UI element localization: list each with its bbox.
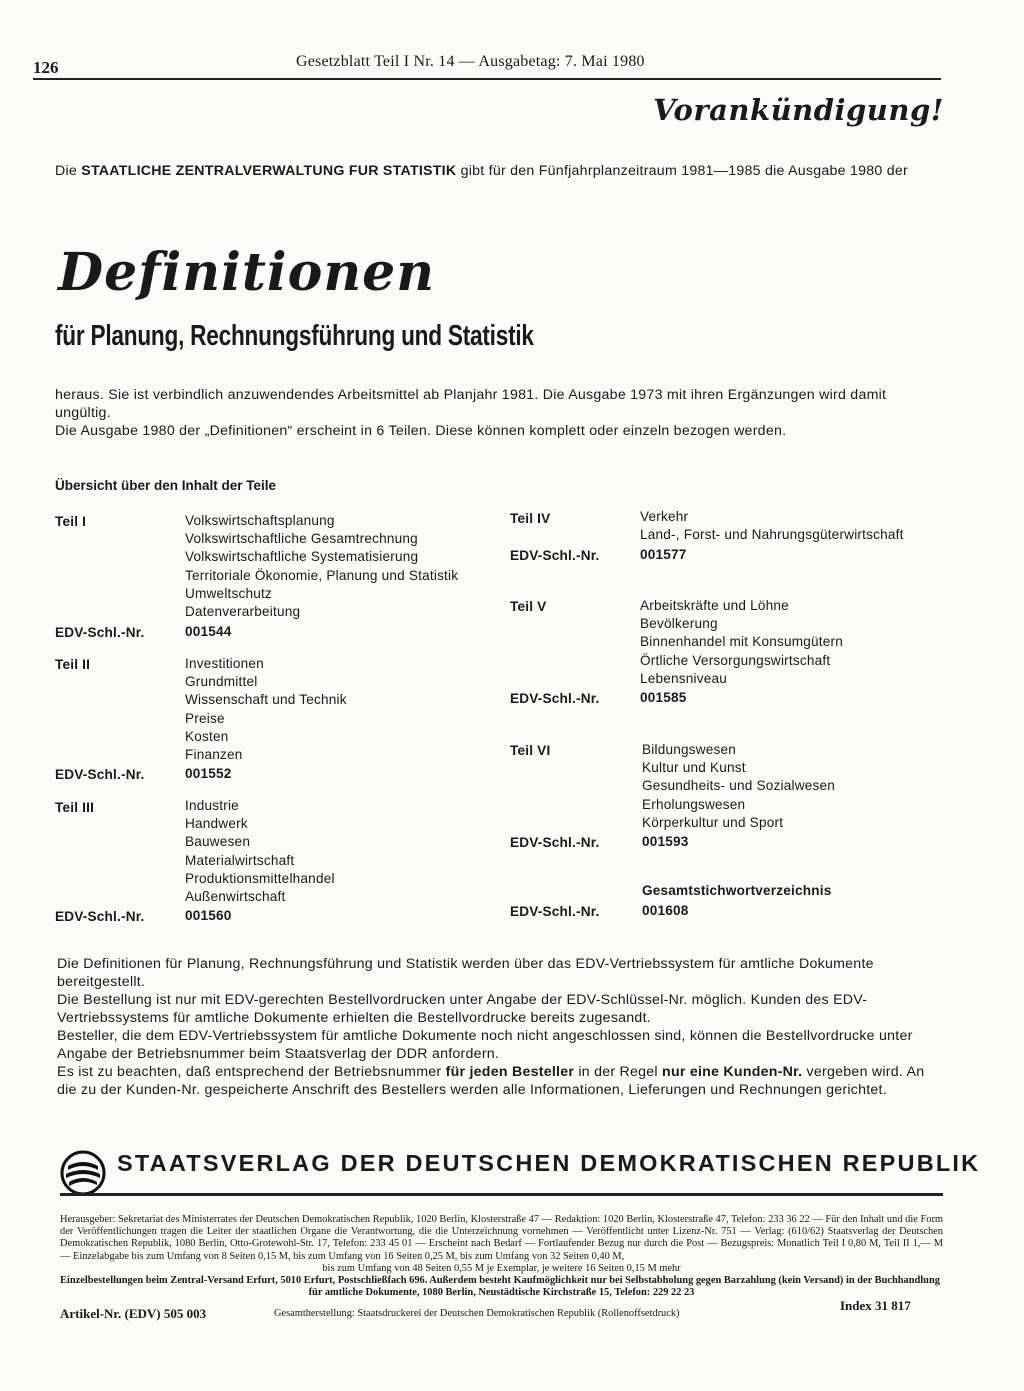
announcement-heading: Vorankündigung! [653,93,944,127]
heraus-paragraph [55,386,941,440]
part-items [642,741,835,832]
part-label: Teil II [55,657,91,672]
part-item: Gesundheits- und Sozialwesen [642,778,836,794]
part-item: Land-, Forst- und Nahrungsgüterwirtschaft [640,527,904,543]
gazette-header: Gesetzblatt Teil I Nr. 14 — Ausgabetag: 7. Mai 1980 [296,53,645,70]
part-item: Datenverarbeitung [185,604,301,620]
intro-before: Die [55,163,82,179]
part-item: Kultur und Kunst [642,760,746,776]
edv-label: EDV-Schl.-Nr. [55,767,145,782]
imprint-text: bis zum Umfang von 48 Seiten 0,55 M je Exemplar, je weitere 16 Seiten 0,15 M mehr [322,1262,681,1274]
edv-label: EDV-Schl.-Nr. [510,691,600,706]
edv-code: 001608 [642,903,689,918]
part-item: Industrie [185,798,239,813]
intro-org: STAATLICHE ZENTRALVERWALTUNG FUR STATISTIK [81,163,457,179]
edv-label: EDV-Schl.-Nr. [55,909,145,924]
ordering-paragraph [57,1063,941,1099]
part-item: Volkswirtschaftliche Gesamtrechnung [185,531,418,547]
part-item: Volkswirtschaftliche Systematisierung [185,549,419,565]
printer-credit: Gesamtherstellung: Staatsdruckerei der Deutschen Demokratischen Republik (Rollenoffsetdruck) [274,1308,680,1319]
edv-code: 001544 [185,624,232,639]
edv-code: 001577 [640,547,687,562]
imprint-text: Herausgeber: Sekretariat des Ministerrates der Deutschen Demokratischen Republik, 1020 Berlin, Klosterstraße 47 — Redaktion: 1020 Berlin, Klosterstraße 47, Telefon: 233 36 22 — Für den Inhalt und die Form der Veröffentlichungen tragen die Leiter der staatlichen Organe die Verantwortung, die die Unterzeichnung vornehmen — Veröffentlicht unter Lizenz-Nr. 751 — Verlag: (610/62) Staatsverlag der Deutschen Demokratischen Republik, 1080 Berlin, Otto-Grotewohl-Str. 17, Telefon: 233 45 01 — Erscheint nach Bedarf — Fortlaufender Bezug nur durch die Post — Bezugspreis: Monatlich Teil I 0,80 M, Teil II 1,— M — Einzelabgabe bis zum Umfang von 8 Seiten 0,15 M, bis zum Umfang von 16 Seiten 0,25 M, bis zum Umfang von 32 Seiten 0,40 M, [60,1214,943,1262]
part-item: Wissenschaft und Technik [185,692,347,708]
publisher-rule [60,1193,943,1196]
part-label: Teil VI [510,743,551,758]
article-number: Artikel-Nr. (EDV) 505 003 [60,1306,207,1321]
header-rule [33,78,941,80]
text-run: vergeben wird. An die zu der Kunden-Nr. gespeicherte Anschrift des Bestellers werden alle Informationen, Lieferungen und Rechnungen gerichtet. [57,1064,925,1098]
text-run: Es ist zu beachten, daß entsprechend der Betriebsnummer [57,1064,446,1080]
ordering-paragraph: Besteller, die dem EDV-Vertriebssystem für amtliche Dokumente noch nicht angeschlossen sind, können die Bestellvordrucke unter Angabe der Betriebsnummer beim Staatsverlag der DDR anfordern. [57,1028,913,1062]
part-item: Kosten [185,728,229,744]
imprint [60,1214,943,1299]
part-item: Grundmittel [185,674,258,690]
part-item: Bildungswesen [642,742,737,757]
edv-label: EDV-Schl.-Nr. [510,904,600,919]
part-label: Teil IV [510,511,551,526]
imprint-text: Einzelbestellungen beim Zentral-Versand Erfurt, 5010 Erfurt, Postschließfach 696. Außerdem besteht Kaufmöglichkeit nur bei Selbstabholung gegen Barzahlung (kein Versand) in der Buchhandlung [60,1275,940,1287]
ordering-info [57,955,941,1099]
text-run: in der Regel [574,1064,663,1080]
publisher-name: STAATSVERLAG DER DEUTSCHEN DEMOKRATISCHEN REPUBLIK [117,1150,981,1176]
part-label: Teil I [55,514,87,529]
text-run-bold: für jeden Besteller [445,1064,575,1080]
parts-text: Die Ausgabe 1980 der „Definitionen“ erscheint in 6 Teilen. Diese können komplett oder einzeln bezogen werden. [55,423,787,439]
part-item: Investitionen [185,656,264,671]
edv-code: 001593 [642,834,689,849]
part-item: Territoriale Ökonomie, Planung und Statistik [185,567,459,583]
edv-code: 001585 [640,690,687,705]
intro-paragraph [55,162,939,180]
part-item: Außenwirtschaft [185,889,286,905]
edv-label: EDV-Schl.-Nr. [510,835,600,850]
part-item: Binnenhandel mit Konsumgütern [640,634,844,650]
part-item: Finanzen [185,747,243,763]
part-item: Örtliche Versorgungswirtschaft [640,652,831,668]
part-item: Produktionsmittelhandel [185,870,335,886]
part-item: Materialwirtschaft [185,852,295,868]
title-sub: für Planung, Rechnungsführung und Statistik [55,320,534,352]
part-items [640,508,904,544]
edv-code: 001552 [185,766,232,781]
part-item: Bauwesen [185,834,251,850]
part-item: Bevölkerung [640,616,718,632]
part-item: Preise [185,710,225,726]
index-number: Index 31 817 [840,1298,911,1313]
index-volume-title: Gesamtstichwortverzeichnis [642,883,832,898]
edv-label: EDV-Schl.-Nr. [55,625,145,640]
part-item: Umweltschutz [185,585,273,601]
text-run-bold: nur eine Kunden-Nr. [662,1064,803,1080]
part-items [185,797,335,906]
part-item: Verkehr [640,509,689,524]
edv-label: EDV-Schl.-Nr. [510,548,600,563]
edv-code: 001560 [185,908,232,923]
overview-heading: Übersicht über den Inhalt der Teile [55,478,277,493]
part-item: Lebensniveau [640,670,728,686]
page-number: 126 [33,58,59,77]
part-item: Erholungswesen [642,796,746,812]
part-item: Arbeitskräfte und Löhne [640,598,789,613]
part-label: Teil III [55,800,95,815]
part-items [640,597,843,688]
part-items [185,512,458,621]
part-items [185,655,347,764]
part-item: Körperkultur und Sport [642,814,784,830]
imprint-text: für amtliche Dokumente, 1080 Berlin, Neustädtische Kirchstraße 15, Telefon: 229 22 23 [308,1287,695,1299]
heraus-text: heraus. Sie ist verbindlich anzuwendendes Arbeitsmittel ab Planjahr 1981. Die Ausgabe 1973 mit ihren Ergänzungen wird damit ungültig. [55,387,887,421]
intro-after: gibt für den Fünfjahrplanzeitraum 1981—1985 die Ausgabe 1980 der [456,163,909,179]
part-item: Volkswirtschaftsplanung [185,513,335,528]
part-label: Teil V [510,599,547,614]
title-main: Definitionen [58,242,436,303]
ordering-paragraph: Die Bestellung ist nur mit EDV-gerechten Bestellvordrucken unter Angabe der EDV-Schlüssel-Nr. möglich. Kunden des EDV-Vertriebssystems für amtliche Dokumente erhielten die Bestellvordrucke bereits zugesandt. [57,992,868,1026]
ordering-paragraph: Die Definitionen für Planung, Rechnungsführung und Statistik werden über das EDV-Vertriebssystem für amtliche Dokumente bereitgestellt. [57,956,874,990]
part-item: Handwerk [185,816,248,832]
